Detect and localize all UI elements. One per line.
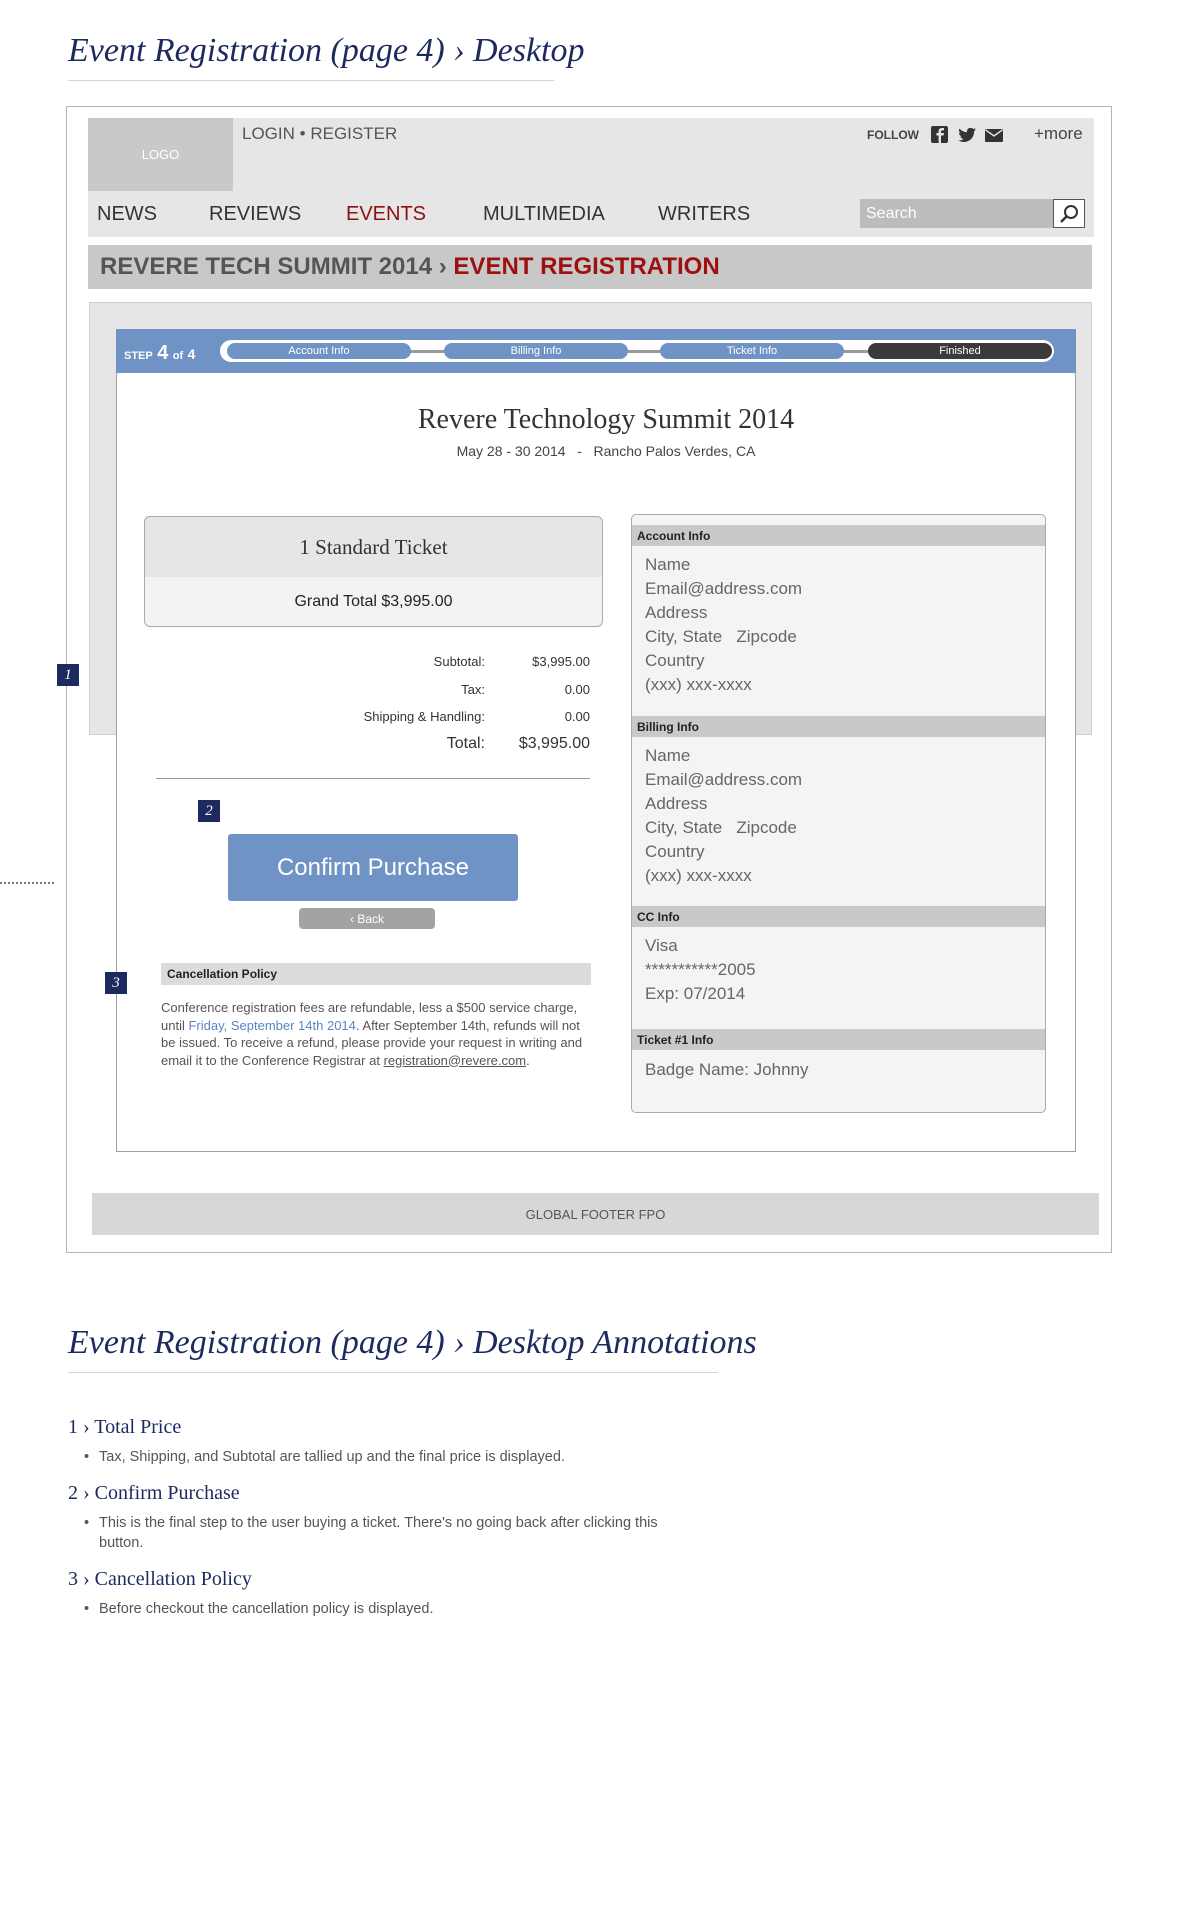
account-name: Name: [645, 555, 691, 574]
billing-name: Name: [645, 746, 691, 765]
auth-links: [242, 124, 397, 144]
cc-number: ***********2005: [645, 960, 756, 979]
step-indicator: [124, 342, 195, 365]
step-current: 4: [157, 342, 169, 364]
cancellation-text-1: Conference registration fees are refundable, less a $500 service charge, until: [161, 1000, 578, 1033]
step-total: 4: [187, 346, 196, 362]
cc-info-heading: CC Info: [632, 906, 1045, 927]
account-address: Address: [645, 603, 708, 622]
email-icon[interactable]: [984, 125, 1004, 145]
annotation-2-title: 2 › Confirm Purchase: [68, 1482, 240, 1504]
step-prefix: STEP: [124, 350, 153, 362]
total-label: Total:: [446, 735, 485, 752]
cancellation-text-3: .: [526, 1052, 530, 1068]
heading-divider: [68, 80, 554, 81]
cc-type: Visa: [645, 936, 678, 955]
cancellation-text: [161, 999, 591, 1069]
tax-value: 0.00: [564, 682, 590, 697]
badge-name: Badge Name: Johnny: [645, 1060, 809, 1079]
cancellation-text-2: . After September 14th, refunds will not be issued. To receive a refund, please provide your request in writing and email it to the Conference Registrar at: [161, 1017, 583, 1068]
billing-country: Country: [645, 842, 705, 861]
page-heading: Event Registration (page 4) › Desktop: [68, 32, 585, 69]
back-button[interactable]: ‹ Back: [299, 908, 435, 929]
account-email: Email@address.com: [645, 579, 803, 598]
search-input[interactable]: [860, 199, 1053, 228]
annotation-3-title: 3 › Cancellation Policy: [68, 1568, 252, 1590]
dotted-guide: [0, 882, 54, 884]
ticket-info-heading: Ticket #1 Info: [632, 1029, 1045, 1050]
annotation-badge-3: 3: [105, 972, 127, 994]
cancellation-date: Friday, September 14th 2014: [188, 1017, 356, 1033]
confirm-purchase-button[interactable]: Confirm Purchase: [228, 834, 518, 901]
annotation-1-title: 1 › Total Price: [68, 1416, 182, 1438]
step-of: of: [172, 350, 184, 362]
register-link[interactable]: REGISTER: [310, 124, 398, 143]
cancellation-title: Cancellation Policy: [161, 963, 591, 985]
summary-divider: [156, 778, 590, 779]
subtotal-label: Subtotal:: [433, 654, 485, 669]
total-value: $3,995.00: [518, 735, 590, 752]
step-billing-info: Billing Info: [444, 343, 628, 359]
step-account-info: Account Info: [227, 343, 411, 359]
event-name: REVERE TECH SUMMIT 2014: [100, 253, 433, 280]
billing-phone: (xxx) xxx-xxxx: [645, 866, 752, 885]
separator-dot: •: [299, 124, 306, 143]
billing-info-heading: Billing Info: [632, 716, 1045, 737]
tax-label: Tax:: [461, 682, 485, 697]
nav-multimedia[interactable]: MULTIMEDIA: [483, 203, 605, 225]
facebook-icon[interactable]: [930, 125, 950, 145]
account-country: Country: [645, 651, 705, 670]
account-info-heading: Account Info: [632, 525, 1045, 546]
step-finished: Finished: [868, 343, 1052, 359]
more-social-link[interactable]: +more: [1034, 124, 1083, 143]
page-title: [100, 253, 720, 281]
billing-email: Email@address.com: [645, 770, 803, 789]
nav-news[interactable]: NEWS: [97, 203, 157, 225]
page-name: EVENT REGISTRATION: [453, 253, 720, 280]
nav-writers[interactable]: WRITERS: [658, 203, 751, 225]
annotations-divider: [68, 1372, 718, 1373]
subtotal-value: $3,995.00: [532, 654, 590, 669]
follow-label: FOLLOW: [867, 128, 919, 142]
cc-expiry: Exp: 07/2014: [645, 984, 746, 1003]
annotation-badge-1: 1: [57, 664, 79, 686]
event-title: Revere Technology Summit 2014: [417, 404, 795, 435]
search-icon[interactable]: [1053, 199, 1085, 228]
billing-address: Address: [645, 794, 708, 813]
registrar-email-link[interactable]: registration@revere.com: [383, 1052, 527, 1068]
nav-events[interactable]: EVENTS: [346, 203, 427, 225]
annotations-heading: Event Registration (page 4) › Desktop Annotations: [68, 1324, 757, 1361]
logo[interactable]: LOGO: [88, 118, 233, 191]
twitter-icon[interactable]: [957, 125, 977, 145]
step-ticket-info: Ticket Info: [660, 343, 844, 359]
ticket-name: 1 Standard Ticket: [144, 516, 603, 578]
annotation-3-text: • Before checkout the cancellation policy is displayed.: [99, 1599, 699, 1619]
login-link[interactable]: LOGIN: [242, 124, 295, 143]
annotation-badge-2: 2: [198, 800, 220, 822]
event-details: May 28 - 30 2014 - Rancho Palos Verdes, CA: [456, 443, 756, 459]
nav-reviews[interactable]: REVIEWS: [209, 203, 302, 225]
shipping-value: 0.00: [564, 709, 590, 724]
billing-city: City, State Zipcode: [645, 818, 797, 837]
shipping-label: Shipping & Handling:: [363, 709, 485, 724]
annotation-1-text: • Tax, Shipping, and Subtotal are tallied up and the final price is displayed.: [99, 1447, 699, 1467]
account-phone: (xxx) xxx-xxxx: [645, 675, 752, 694]
title-separator: ›: [438, 253, 447, 280]
annotation-2-text: • This is the final step to the user buying a ticket. There's no going back after clicking this button.: [99, 1513, 699, 1553]
grand-total: Grand Total $3,995.00: [144, 577, 603, 627]
account-city: City, State Zipcode: [645, 627, 797, 646]
global-footer: GLOBAL FOOTER FPO: [92, 1193, 1099, 1235]
